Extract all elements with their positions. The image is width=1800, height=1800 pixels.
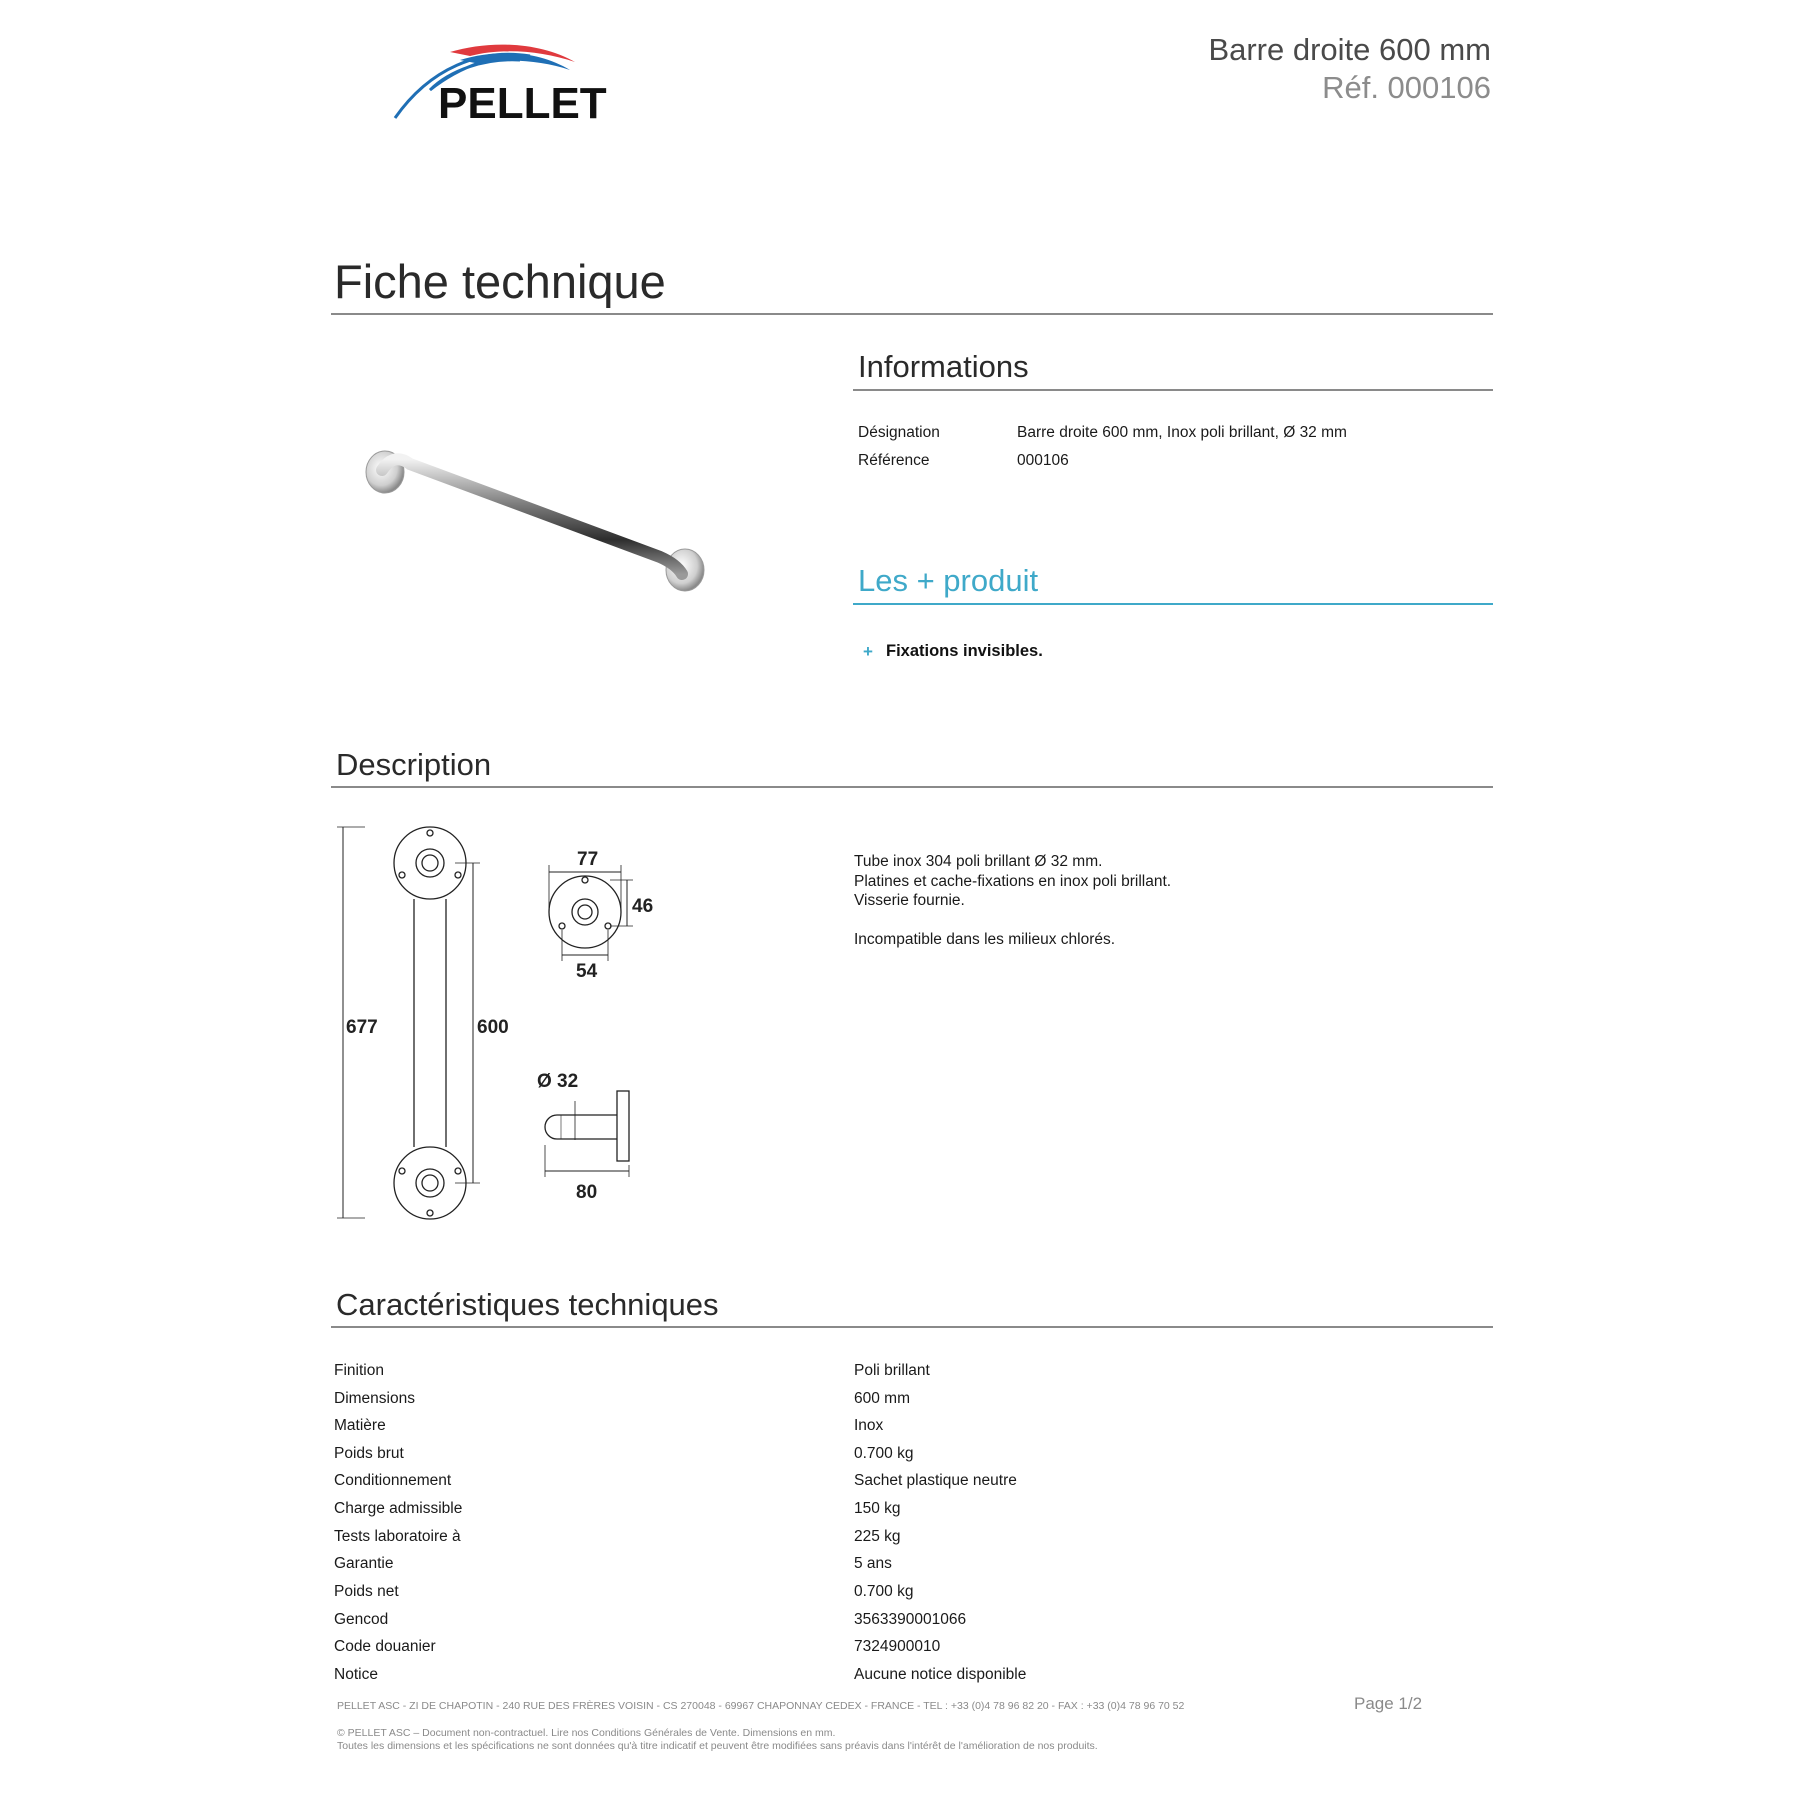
advantages-rule [853,603,1493,605]
spec-label: Tests laboratoire à [334,1528,461,1545]
informations-rule [853,389,1493,391]
header-product-title: Barre droite 600 mm [1208,32,1491,67]
spec-value: Poli brillant [854,1362,930,1379]
spec-value: Aucune notice disponible [854,1666,1027,1683]
description-heading: Description [336,747,492,782]
spec-value: 225 kg [854,1528,901,1545]
spec-row [334,1611,1484,1638]
spec-label: Code douanier [334,1638,436,1655]
product-photo [360,352,710,692]
informations-heading: Informations [858,349,1029,384]
page-number: Page 1/2 [1354,1694,1423,1713]
dim-plate-width: 77 [577,849,599,870]
spec-row [334,1362,1484,1389]
description-line: Platines et cache-fixations en inox poli brillant. [854,872,1172,890]
info-value-reference: 000106 [1017,452,1069,469]
spec-label: Gencod [334,1611,389,1628]
spec-row [334,1555,1484,1582]
dim-center-distance: 600 [477,1017,509,1038]
spec-label: Dimensions [334,1390,415,1407]
spec-value: 0.700 kg [854,1445,914,1462]
description-line [854,911,1171,931]
spec-row [334,1445,1484,1472]
dim-tube-diameter: Ø 32 [537,1071,579,1092]
spec-value: 0.700 kg [854,1583,914,1600]
spec-row [334,1666,1484,1693]
info-label-reference: Référence [858,452,930,469]
description-rule [331,786,1493,788]
spec-label: Charge admissible [334,1500,463,1517]
footer-legal-line: Toutes les dimensions et les spécifications ne sont données qu'à titre indicatif et peuvent être modifiées sans préavis dans l'intérêt de l'amélioration de nos produits. [337,1740,1098,1752]
spec-row [334,1390,1484,1417]
spec-value: 600 mm [854,1390,910,1407]
specs-heading: Caractéristiques techniques [336,1287,719,1322]
technical-drawing [335,815,695,1235]
specs-rule [331,1326,1493,1328]
spec-label: Matière [334,1417,386,1434]
page-title-rule [331,313,1493,315]
spec-label: Poids brut [334,1445,404,1462]
spec-value: 150 kg [854,1500,901,1517]
footer-legal [337,1727,1098,1753]
spec-row [334,1500,1484,1527]
info-label-designation: Désignation [858,424,940,441]
plus-icon: + [863,642,873,661]
footer-legal-line: © PELLET ASC – Document non-contractuel. Lire nos Conditions Générales de Vente. Dimensions en mm. [337,1727,836,1739]
spec-row [334,1528,1484,1555]
brand-logo [390,38,640,128]
spec-row [334,1583,1484,1610]
advantages-heading: Les + produit [858,563,1039,598]
brand-logo-text: PELLET [438,79,607,128]
description-line: Tube inox 304 poli brillant Ø 32 mm. [854,853,1103,870]
spec-label: Notice [334,1666,378,1683]
spec-value: Sachet plastique neutre [854,1472,1017,1489]
advantage-item: Fixations invisibles. [886,642,1043,660]
spec-value: 3563390001066 [854,1611,967,1628]
spec-row [334,1472,1484,1499]
description-text [854,852,1171,950]
spec-label: Conditionnement [334,1472,452,1489]
spec-label: Finition [334,1362,384,1379]
spec-label: Garantie [334,1555,394,1572]
dim-projection: 80 [576,1182,598,1203]
page-title: Fiche technique [334,255,666,308]
description-line: Incompatible dans les milieux chlorés. [854,931,1116,948]
spec-value: Inox [854,1417,884,1434]
spec-label: Poids net [334,1583,399,1600]
spec-value: 7324900010 [854,1638,941,1655]
description-line: Visserie fournie. [854,892,965,909]
spec-value: 5 ans [854,1555,892,1572]
info-value-designation: Barre droite 600 mm, Inox poli brillant, Ø 32 mm [1017,424,1347,441]
spec-row [334,1417,1484,1444]
dim-overall-length: 677 [346,1017,378,1038]
dim-plate-height: 46 [632,896,654,917]
spec-row [334,1638,1484,1665]
dim-hole-spacing: 54 [576,961,598,982]
footer-address: PELLET ASC - ZI DE CHAPOTIN - 240 RUE DES FRÈRES VOISIN - CS 270048 - 69967 CHAPONNAY CEDEX - FRANCE - TEL : +33 (0)4 78 96 82 20 - FAX : +33 (0)4 78 96 70 52 [337,1700,1185,1712]
header-product-ref: Réf. 000106 [1322,70,1491,105]
